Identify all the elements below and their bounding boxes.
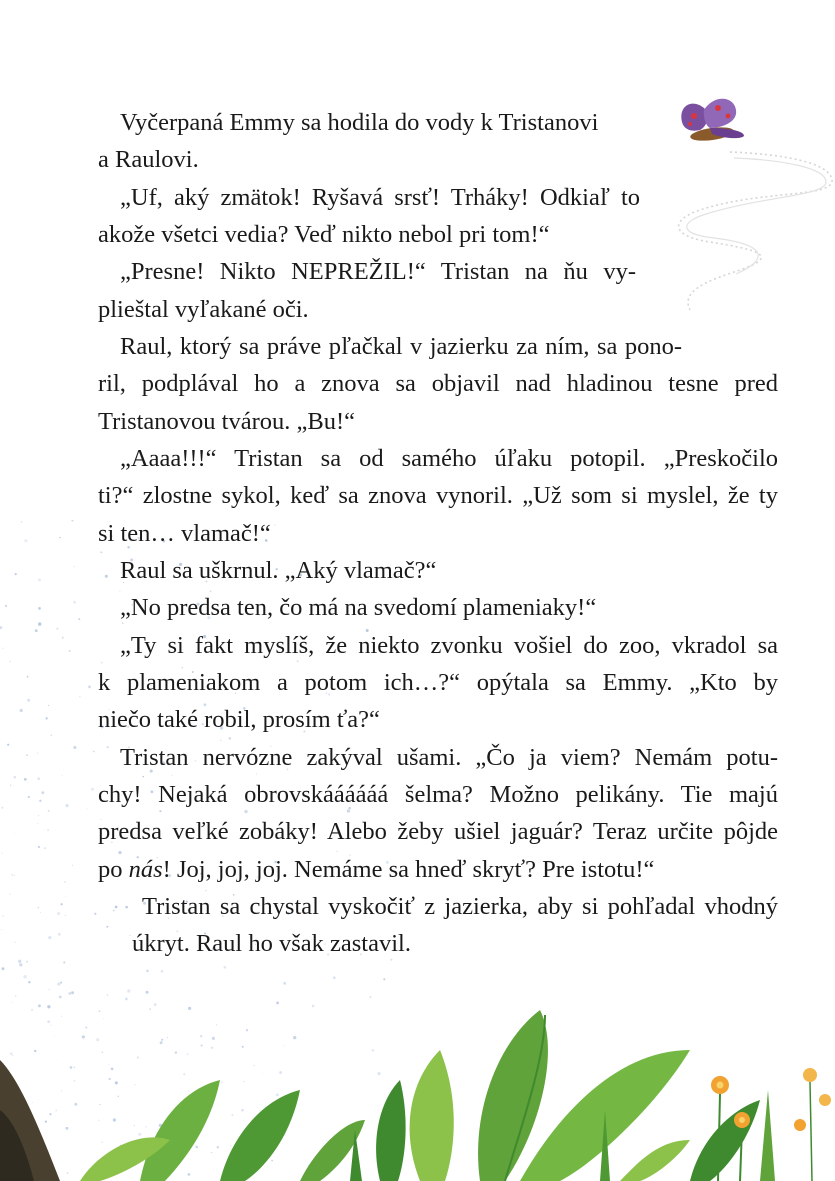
text-line: Tristan nervózne zakýval ušami. „Čo ja viem? Nemám potu- xyxy=(120,744,778,771)
emphasis-word: nás xyxy=(128,856,163,883)
text-line: akože všetci vedia? Veď nikto nebol pri tom!“ xyxy=(98,221,550,248)
text-line: úkryt. Raul ho však zastavil. xyxy=(132,930,411,957)
text-segment: ! Joj, joj, joj. Nemáme sa hneď skryť? Pre istotu!“ xyxy=(162,856,655,883)
text-line: si ten… vlamač!“ xyxy=(98,520,271,547)
text-line: ti?“ zlostne sykol, keď sa znova vynoril. „Už som si myslel, že ty xyxy=(98,482,778,509)
text-line: niečo také robil, prosím ťa?“ xyxy=(98,706,380,733)
flight-swirl xyxy=(660,140,835,320)
text-line: Raul, ktorý sa práve pľačkal v jazierku za ním, sa pono- xyxy=(120,333,682,360)
text-line: „Ty si fakt myslíš, že niekto zvonku vošiel do zoo, vkradol sa xyxy=(120,632,778,659)
text-line: Tristanovou tvárou. „Bu!“ xyxy=(98,408,355,435)
text-line: a Raulovi. xyxy=(98,146,199,173)
text-line: Tristan sa chystal vyskočiť z jazierka, aby si pohľadal vhodný xyxy=(142,893,778,920)
text-line xyxy=(98,851,654,888)
text-line: „Aaaa!!!“ Tristan sa od samého úľaku potopil. „Preskočilo xyxy=(120,445,778,472)
text-line: chy! Nejaká obrovskáááááá šelma? Možno pelikány. Tie majú xyxy=(98,781,778,808)
text-line: „Presne! Nikto NEPREŽIL!“ Tristan na ňu vy- xyxy=(120,258,636,285)
text-line: Vyčerpaná Emmy sa hodila do vody k Tristanovi xyxy=(120,109,599,136)
text-line: k plameniakom a potom ich…?“ opýtala sa Emmy. „Kto by xyxy=(98,669,778,696)
text-line: plieštal vyľakané oči. xyxy=(98,296,309,323)
plants-illustration xyxy=(0,990,835,1181)
text-line: „No predsa ten, čo má na svedomí plameniaky!“ xyxy=(120,594,597,621)
text-line: Raul sa uškrnul. „Aký vlamač?“ xyxy=(120,557,437,584)
text-line: „Uf, aký zmätok! Ryšavá srsť! Trháky! Odkiaľ to xyxy=(120,184,640,211)
text-line: ril, podplával ho a znova sa objavil nad hladinou tesne pred xyxy=(98,370,778,397)
text-segment: po xyxy=(98,856,129,883)
text-line: predsa veľké zobáky! Alebo žeby ušiel jaguár? Teraz určite pôjde xyxy=(98,818,778,845)
